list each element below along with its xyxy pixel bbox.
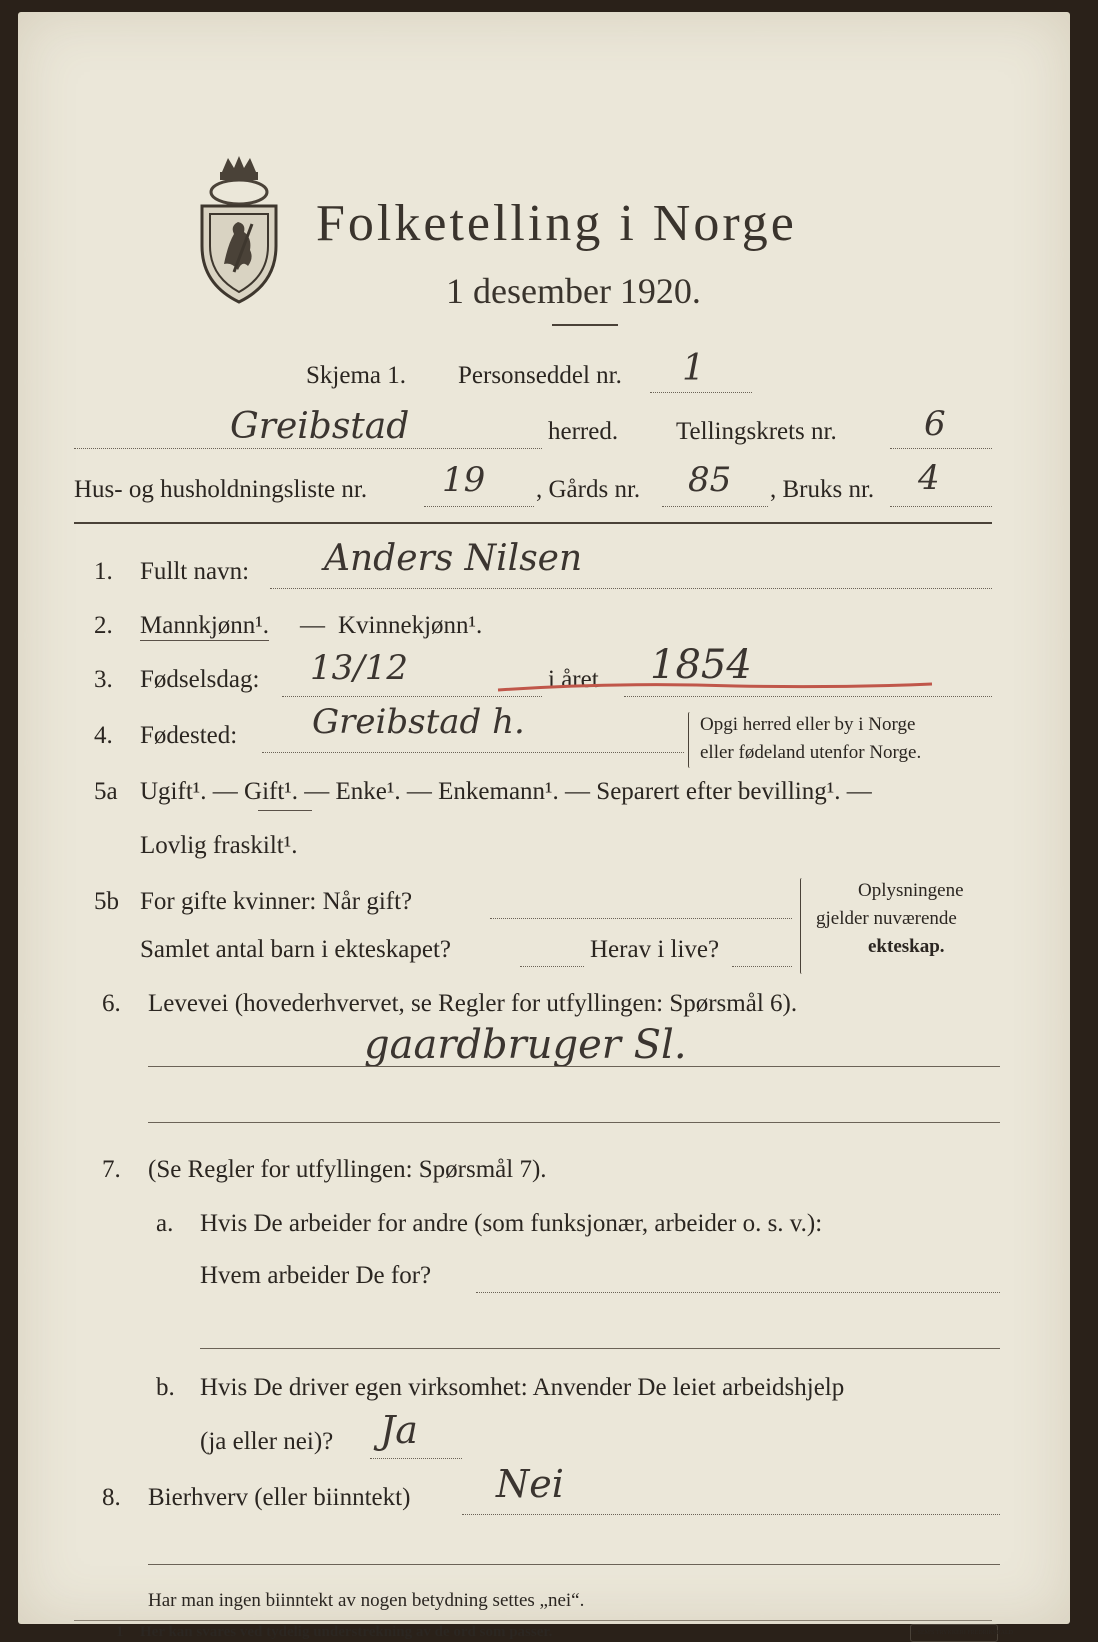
male-option: Mannkjønn¹. [140,612,270,639]
birthplace-note-1: Opgi herred eller by i Norge [700,714,916,735]
bruks-label: , Bruks nr. [770,476,875,503]
married-women-label: For gifte kvinner: Når gift? [140,888,413,915]
occupation-label: Levevei (hovederhvervet, se Regler for utfyllingen: Spørsmål 6). [148,990,798,1017]
tellingskrets-value: 6 [924,404,946,444]
side-income-value: Nei [496,1462,564,1506]
printer-stamp: E. SEM'S TRYKKERI FREDRIKSHALD [910,1624,998,1642]
husholdningsliste-label: Hus- og husholdningsliste nr. [74,476,368,503]
full-name-label: Fullt navn: [140,558,250,585]
female-option: Kvinnekjønn¹. [338,612,483,639]
red-pencil-mark [496,676,936,700]
birthplace-value: Greibstad h. [312,702,525,742]
birthplace-note-2: eller fødeland utenfor Norge. [700,742,922,763]
personseddel-value: 1 [682,348,705,389]
q7a-line2: Hvem arbeider De for? [200,1262,432,1289]
title-divider [552,324,618,326]
census-date: 1 desember 1920. [446,271,701,311]
marital-status-divorced: Lovlig fraskilt¹. [140,832,298,859]
children-label: Samlet antal barn i ekteskapet? [140,936,451,963]
footnote-text: Her kan svares ved tydelig understrekning av de ord som passer. [140,1624,553,1640]
side-income-note: Har man ingen biinntekt av nogen betydning settes „nei“. [148,1590,585,1611]
personseddel-label: Personseddel nr. [458,362,622,389]
marital-status-options: Ugift¹. — Gift¹. — Enke¹. — Enkemann¹. — Separert efter bevilling¹. — [140,778,872,805]
coat-of-arms-icon [194,154,284,304]
municipality-value: Greibstad [230,406,410,447]
q7b-line1: Hvis De driver egen virksomhet: Anvender De leiet arbeidshjelp [200,1374,845,1401]
full-name-value: Anders Nilsen [324,538,583,579]
birth-year-label: i året [548,666,599,693]
husholdningsliste-value: 19 [442,460,486,500]
alive-label: Herav i live? [590,936,720,963]
q7b-value: Ja [380,1408,418,1452]
form-title: Folketelling i Norge [316,195,797,252]
gift-underline [258,810,312,811]
marriage-note-1: Oplysningene [858,880,964,901]
q7-label: (Se Regler for utfyllingen: Spørsmål 7). [148,1156,547,1183]
schema-label: Skjema 1. [306,362,406,389]
side-income-label: Bierhverv (eller biinntekt) [148,1484,411,1511]
gards-label: , Gårds nr. [536,476,641,503]
birthplace-label: Fødested: [140,722,238,749]
gards-value: 85 [688,460,732,500]
herred-label: herred. [548,418,619,445]
birthdate-value: 13/12 [310,648,408,688]
birthdate-label: Fødselsdag: [140,666,260,693]
birth-year-value: 1854 [650,642,752,688]
tellingskrets-label: Tellingskrets nr. [676,418,837,445]
census-form: Folketelling i Norge 1 desember 1920. Skjema 1. Personseddel nr. 1 Greibstad herred. Tellingskrets nr. 6 Hus- og husholdningsliste nr. 19 , Gårds nr. 85 , Bruks nr. 4 1. Fullt navn: Anders Nilsen 2. Mannkjønn¹. — Kvinnekjønn¹. 3. Fødselsdag: 13/12 i året 1854 4. Fødested: Greibstad h. Opgi herred eller by i Norge eller fødeland utenfor Norge. 5a Ugift¹. — Gift¹. — Enke¹. — Enkemann¹. — Separert efter bevilling¹. — Lovlig fraskilt¹. 5b For gifte kvinner: Når gift? Samlet antal barn i ekteskapet? Herav i live? Oplysningene gjelder nuværende ekteskap. 6. Levevei (hovederhvervet, se Regler for utfyllingen: Spørsmål 6). gaardbruger Sl. 7. (Se Regler for utfyllingen: Spørsmål 7). a. Hvis De arbeider for andre (som funksjonær, arbeider o. s. v.): Hvem arbeider De for? b. Hvis De driver egen virksomhet: Anvender De leiet arbeidshjelp (ja eller nei)? Ja 8. Bierhverv (eller biinntekt) Nei Har man ingen biinntekt av nogen betydning settes „nei“. 1 Her kan svares ved tydelig understrekning av de ord som passer. E. SEM'S TRYKKERI FREDRIKSHALD [18,12,1070,1624]
q7b-line2: (ja eller nei)? [200,1428,334,1455]
q7a-line1: Hvis De arbeider for andre (som funksjonær, arbeider o. s. v.): [200,1210,823,1237]
marriage-note-2: gjelder nuværende [816,908,957,929]
occupation-value: gaardbruger Sl. [364,1022,687,1068]
footnote-mark: 1 [116,1624,124,1640]
marriage-note-3: ekteskap. [868,936,945,957]
bruks-value: 4 [918,458,940,498]
header-divider [74,522,992,524]
